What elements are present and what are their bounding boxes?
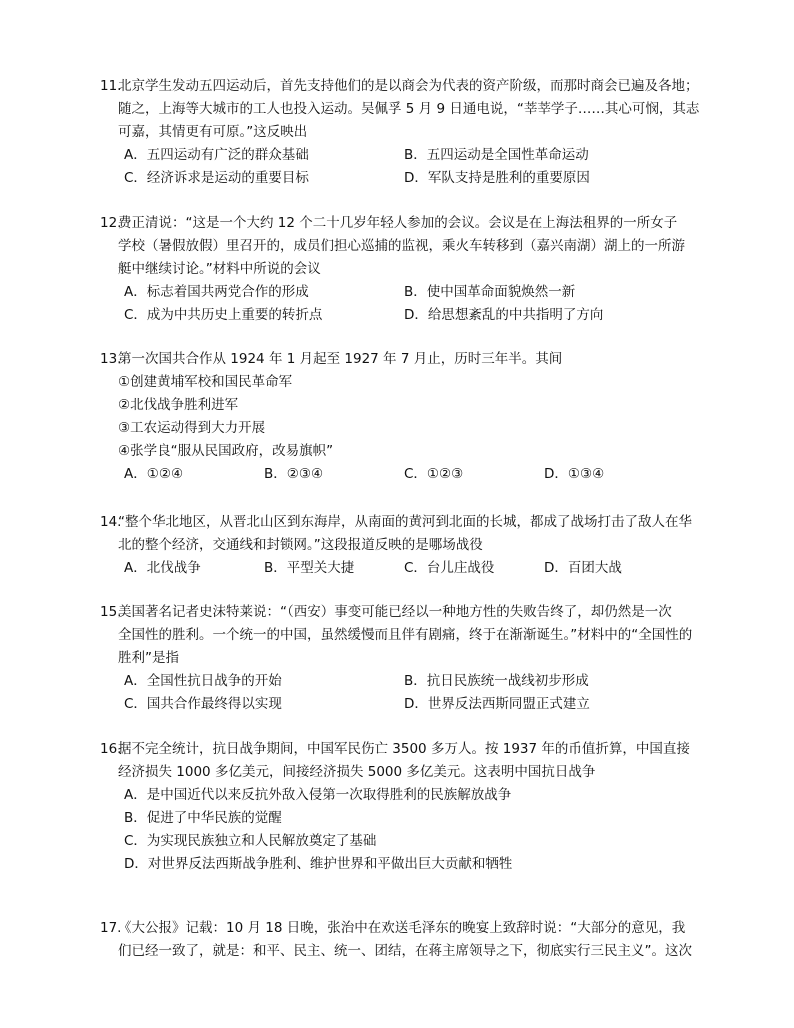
question-stem-line: 北的整个经济，交通线和封锁网。”这段报道反映的是哪场战役 [118,537,483,553]
question-stem-line: 据不完全统计，抗日战争期间，中国军民伤亡 3500 多万人。按 1937 年的币值折算，中国直接 [118,741,690,757]
options-grid [124,281,718,327]
list-item: ②北伐战争胜利进军 [118,397,239,413]
option-d[interactable]: D．给思想紊乱的中共指明了方向 [404,307,604,323]
option-a[interactable]: A．五四运动有广泛的群众基础 [124,147,309,163]
option-b[interactable]: B．促进了中华民族的觉醒 [124,810,282,826]
option-d[interactable]: D．百团大战 [544,560,622,576]
options-list [124,784,718,876]
list-item: ③工农运动得到大力开展 [118,420,266,436]
question-13 [100,348,718,486]
option-c[interactable]: C．成为中共历史上重要的转折点 [124,307,323,323]
option-b[interactable]: B．使中国革命面貌焕然一新 [404,284,576,300]
question-15 [100,601,718,716]
option-c[interactable]: C．台儿庄战役 [404,560,495,576]
question-stem-line: 北京学生发动五四运动后，首先支持他们的是以商会为代表的资产阶级，而那时商会已遍及各地； [118,78,699,94]
options-grid [124,144,718,190]
question-number: 17. [100,920,122,936]
question-17 [100,917,718,963]
option-a[interactable]: A．标志着国共两党合作的形成 [124,284,309,300]
question-16 [100,738,718,876]
option-a[interactable]: A．是中国近代以来反抗外敌入侵第一次取得胜利的民族解放战争 [124,787,512,803]
option-d[interactable]: D．对世界反法西斯战争胜利、维护世界和平做出巨大贡献和牺牲 [124,856,513,872]
question-number: 13. [100,351,122,367]
question-stem-line: 们已经一致了，就是：和平、民主、统一、团结，在蒋主席领导之下，彻底实行三民主义”。这次 [118,943,692,959]
option-c[interactable]: C．经济诉求是运动的重要目标 [124,170,309,186]
question-12 [100,212,718,327]
list-item: ④张学良“服从民国政府，改易旗帜” [118,443,334,459]
question-stem-line: 《大公报》记载：10 月 18 日晚，张治中在欢送毛泽东的晚宴上致辞时说：“大部分的意见，我 [118,920,686,936]
question-stem-line: 胜利”是指 [118,650,179,666]
question-stem-line: “整个华北地区，从晋北山区到东海岸，从南面的黄河到北面的长城，都成了战场打击了敌人在华 [118,514,692,530]
option-b[interactable]: B．五四运动是全国性革命运动 [404,147,589,163]
option-b[interactable]: B．抗日民族统一战线初步形成 [404,673,589,689]
question-11 [100,75,718,190]
options-grid [124,670,718,716]
question-number: 14. [100,514,122,530]
question-number: 16. [100,741,122,757]
options-grid [124,463,718,486]
option-d[interactable]: D．①③④ [544,466,605,482]
question-stem-line: 美国著名记者史沫特莱说：“（西安）事变可能已经以一种地方性的失败告终了，却仍然是一次 [118,604,672,620]
question-stem-line: 经济损失 1000 多亿美元，间接经济损失 5000 多亿美元。这表明中国抗日战争 [118,764,596,780]
question-stem-line: 第一次国共合作从 1924 年 1 月起至 1927 年 7 月止，历时三年半。其间 [118,351,563,367]
question-number: 12. [100,215,122,231]
question-stem-line: 学校（暑假放假）里召开的，成员们担心巡捕的监视，乘火车转移到（嘉兴南湖）湖上的一所游 [118,238,685,254]
question-stem-line: 随之，上海等大城市的工人也投入运动。吴佩孚 5 月 9 日通电说，“莘莘学子……其心可悯，其志 [118,101,700,117]
option-d[interactable]: D．军队支持是胜利的重要原因 [404,170,590,186]
option-c[interactable]: C．为实现民族独立和人民解放奠定了基础 [124,833,377,849]
options-grid [124,557,718,580]
option-b[interactable]: B．②③④ [264,466,324,482]
question-stem-line: 全国性的胜利。一个统一的中国，虽然缓慢而且伴有剧痛，终于在渐渐诞生。”材料中的“全国性的 [118,627,693,643]
option-c[interactable]: C．国共合作最终得以实现 [124,696,282,712]
list-item: ①创建黄埔军校和国民革命军 [118,374,293,390]
question-stem-line: 艇中继续讨论。”材料中所说的会议 [118,261,321,277]
question-number: 11. [100,78,122,94]
question-stem-line: 费正清说：“这是一个大约 12 个二十几岁年轻人参加的会议。会议是在上海法租界的一所女子 [118,215,678,231]
option-d[interactable]: D．世界反法西斯同盟正式建立 [404,696,590,712]
option-b[interactable]: B．平型关大捷 [264,560,355,576]
question-number: 15. [100,604,122,620]
option-c[interactable]: C．①②③ [404,466,464,482]
option-a[interactable]: A．全国性抗日战争的开始 [124,673,282,689]
option-a[interactable]: A．北伐战争 [124,560,201,576]
question-stem-line: 可嘉，其情更有可原。”这反映出 [118,124,308,140]
question-14 [100,511,718,580]
option-a[interactable]: A．①②④ [124,466,184,482]
